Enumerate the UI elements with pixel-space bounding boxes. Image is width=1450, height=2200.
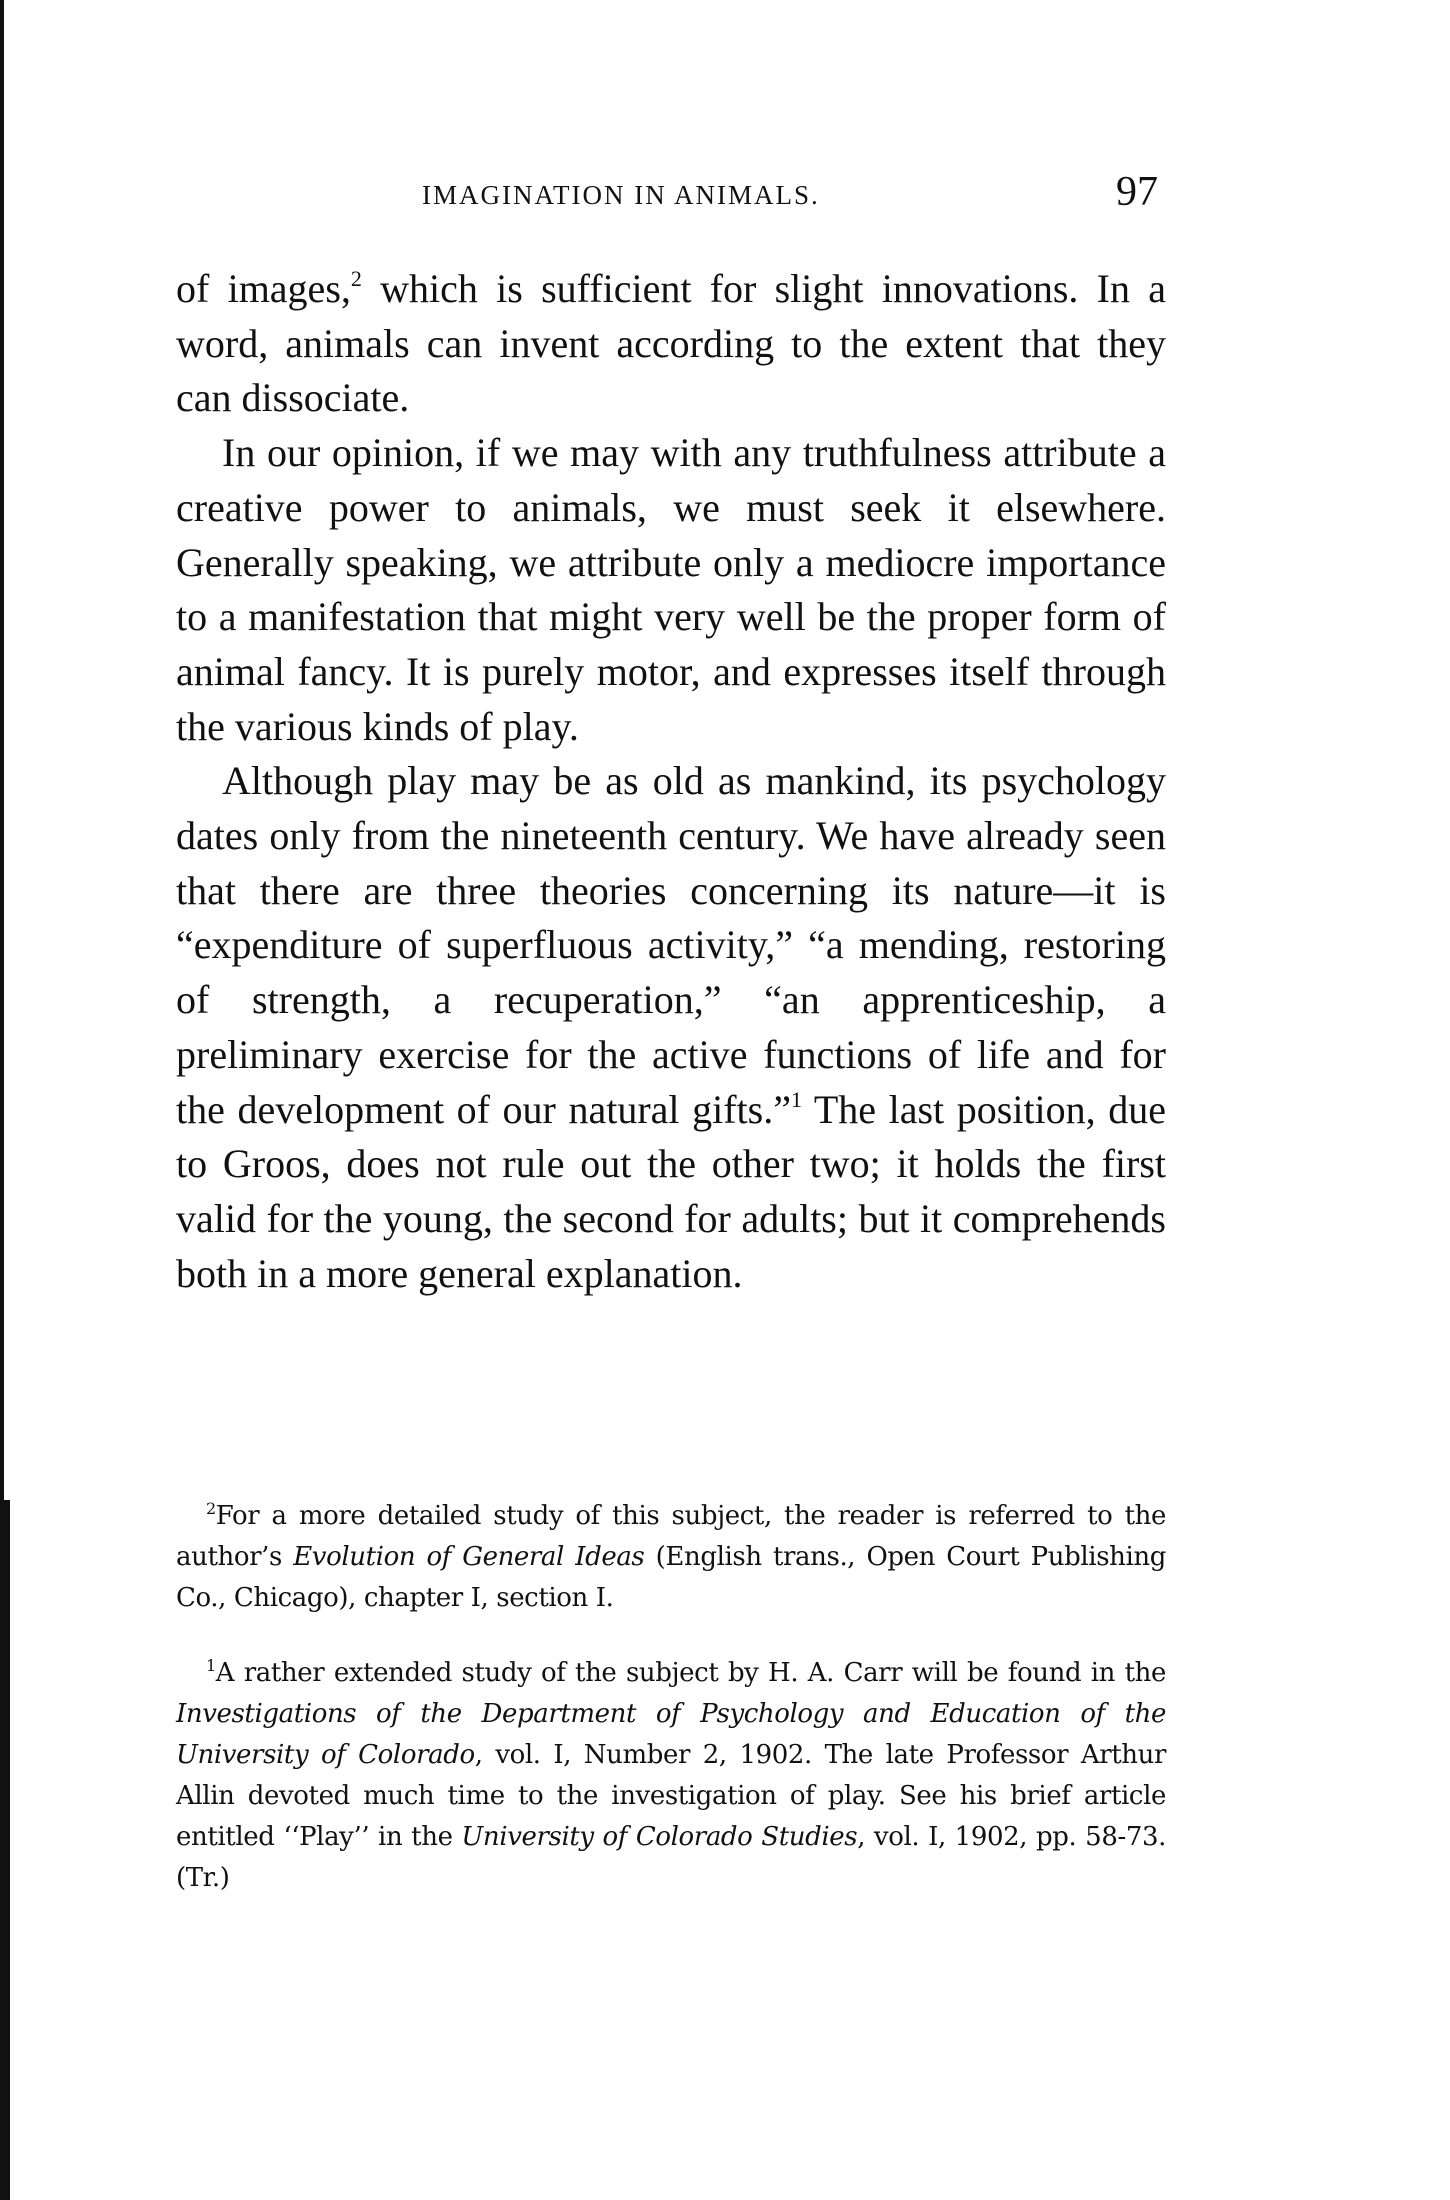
footnote-title: Investigations of the Department of Psychology and Education of the University of Colorado xyxy=(176,1699,1166,1770)
paragraph-2: In our opinion, if we may with any truthfulness attribute a creative power to animals, we must seek it elsewhere. Generally speaking, we attribute only a mediocre importance to a manifestation that might very well be the proper form of animal fancy. It is purely motor, and expresses itself through the various kinds of play. xyxy=(176,430,1166,749)
footnote-title: University of Colorado Studies xyxy=(461,1822,858,1852)
footnote-text: , vol. I, 1902, pp. 58-73. (Tr.) xyxy=(176,1822,1166,1893)
footnote-2 xyxy=(176,1496,1166,1619)
body-text xyxy=(176,262,1166,1301)
page-number: 97 xyxy=(1116,169,1158,215)
scan-edge-line xyxy=(0,0,4,1500)
footnote-marker: 1 xyxy=(206,1656,216,1675)
footnotes xyxy=(176,1496,1166,1899)
footnote-title: Evolution of General Ideas xyxy=(293,1542,645,1572)
footnote-text: A rather extended study of the subject by H. A. Carr will be found in the xyxy=(215,1658,1166,1688)
paragraph-1 xyxy=(176,262,1166,426)
running-head xyxy=(176,168,1166,228)
running-title: IMAGINATION IN ANIMALS. xyxy=(422,180,820,210)
footnote-text: , vol. I, Number 2, 1902. The late Professor Arthur Allin devoted much time to the investigation of play. See his brief article entitled ‘‘Play’’ in the xyxy=(176,1740,1166,1852)
footnote-1 xyxy=(176,1653,1166,1899)
paragraph-text: The last position, due to Groos, does not rule out the other two; it holds the first valid for the young, the second for adults; but it comprehends both in a more general explanation. xyxy=(176,1086,1167,1296)
scan-edge-shadow xyxy=(0,1500,10,2200)
footnote-text: For a more detailed study of this subject, the reader is referred to the author’s xyxy=(176,1501,1166,1572)
paragraph-text: which is sufficient for slight innovations. In a word, animals can invent according to the extent that they can dissociate. xyxy=(176,266,1167,421)
paragraph-text: of images, xyxy=(176,266,351,311)
paragraph-3 xyxy=(176,754,1166,1301)
footnote-text: (English trans., Open Court Publishing Co., Chicago), chapter I, section I. xyxy=(176,1542,1166,1613)
footnote-ref: 1 xyxy=(790,1086,802,1112)
footnote-ref: 2 xyxy=(350,266,362,291)
footnote-marker: 2 xyxy=(206,1499,216,1518)
paragraph-text: Although play may be as old as mankind, its psychology dates only from the nineteenth century. We have already seen that there are three theories concerning its nature—it is “expenditure of superfluous activity,” “a mending, restoring of strength, a recuperation,” “an apprenticeship, a preliminary exercise for the active functions of life and for the development of our natural gifts.” xyxy=(176,758,1166,1132)
